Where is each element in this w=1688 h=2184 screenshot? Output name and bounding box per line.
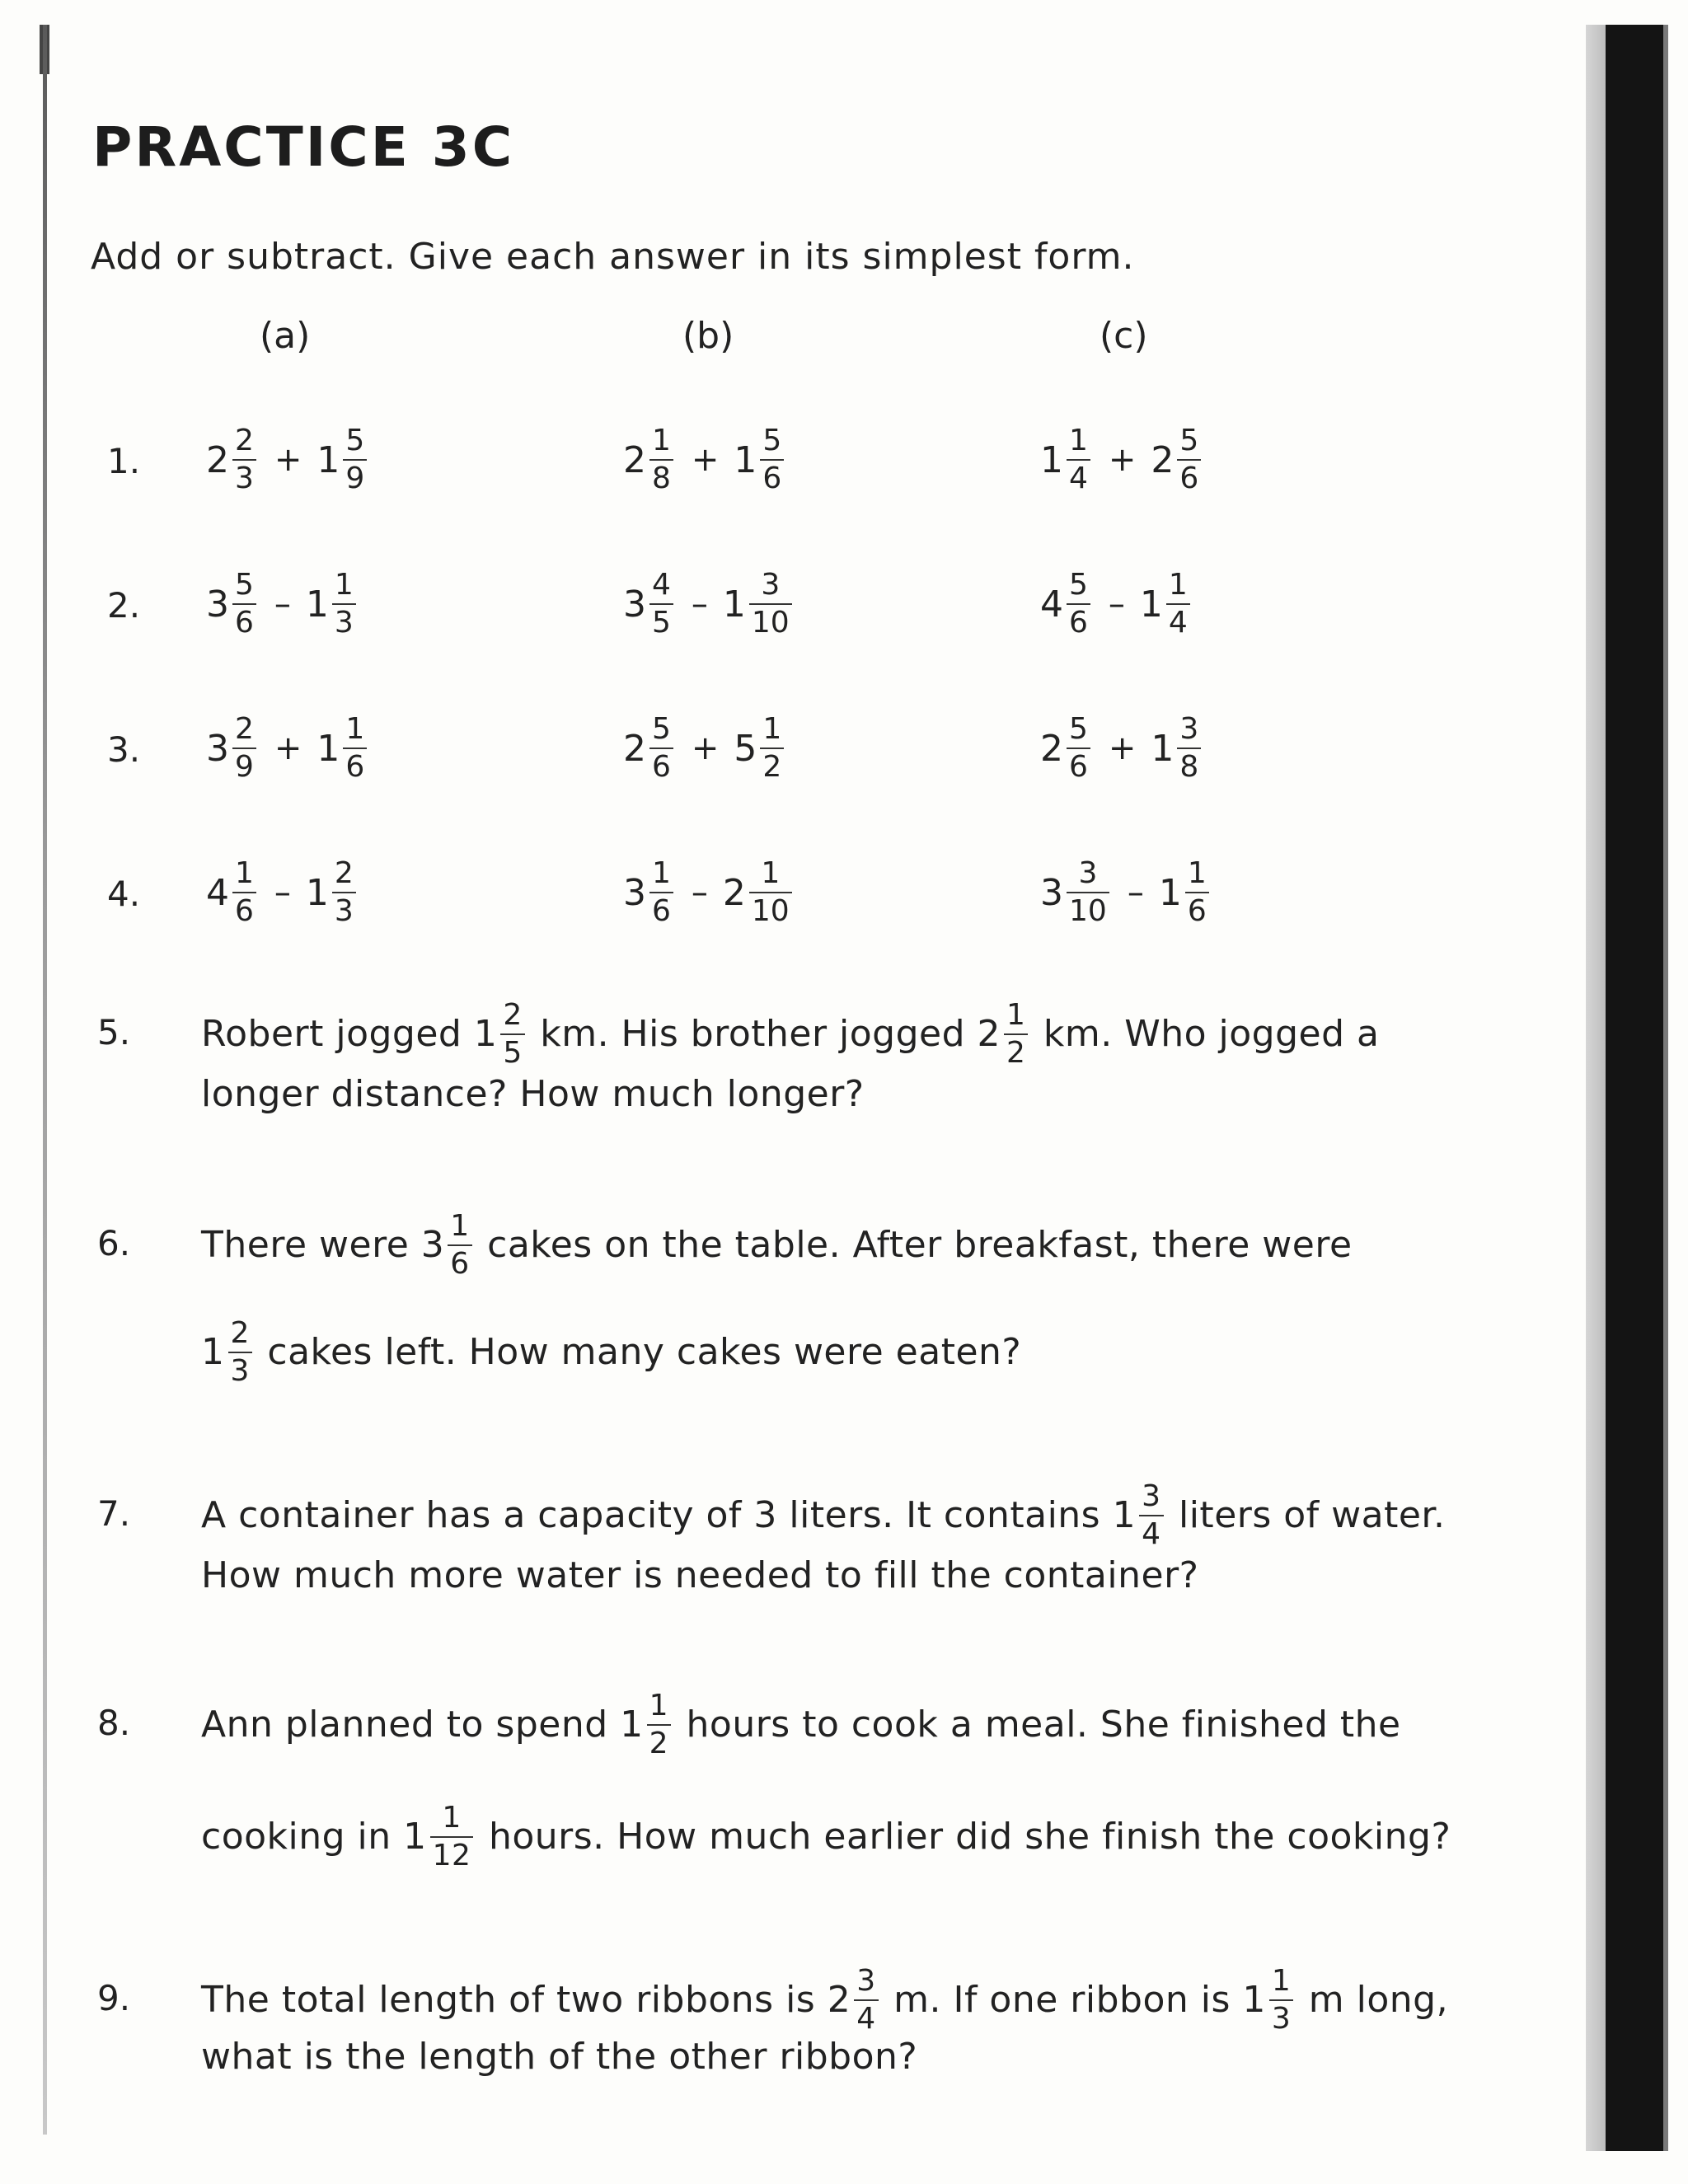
fraction-bar xyxy=(649,603,673,605)
operator: + xyxy=(691,729,720,767)
mixed-number xyxy=(734,713,787,784)
fraction-bar xyxy=(1067,748,1090,749)
text-run: There were xyxy=(201,1224,421,1266)
mixed-number xyxy=(620,1690,674,1760)
text-run: cakes left. How many cakes were eaten? xyxy=(255,1331,1022,1373)
book-spine-shadow xyxy=(1606,25,1663,2151)
exercise-expression xyxy=(206,857,359,928)
denominator: 6 xyxy=(652,894,671,928)
text-run: The total length of two ribbons is xyxy=(201,1979,828,2021)
operator: + xyxy=(1108,441,1137,479)
denominator: 6 xyxy=(652,750,671,784)
problem-text xyxy=(201,1690,1451,1872)
fraction xyxy=(760,424,784,495)
whole-part: 4 xyxy=(1040,583,1063,626)
mixed-number xyxy=(403,1802,476,1872)
problem-line xyxy=(201,1480,1445,1551)
fraction-bar xyxy=(232,892,256,893)
fraction xyxy=(1067,857,1109,928)
whole-part: 1 xyxy=(734,438,757,481)
exercise-expression xyxy=(1040,713,1204,784)
whole-part: 1 xyxy=(1112,1494,1137,1536)
problem-text xyxy=(201,999,1380,1113)
numerator: 3 xyxy=(856,1964,876,1998)
mixed-number xyxy=(206,569,260,640)
denominator: 3 xyxy=(230,1354,250,1388)
text-run: m. If one ribbon is xyxy=(881,1979,1243,2021)
text-run: what is the length of the other ribbon? xyxy=(201,2036,918,2078)
problem-line xyxy=(201,1210,1353,1281)
denominator: 5 xyxy=(652,606,671,640)
numerator: 1 xyxy=(761,856,781,890)
operator: – xyxy=(1108,585,1125,623)
denominator: 6 xyxy=(235,606,254,640)
operator: + xyxy=(274,729,302,767)
fraction-bar xyxy=(1067,892,1109,893)
operator: – xyxy=(274,585,291,623)
fraction-bar xyxy=(228,1352,252,1353)
fraction-bar xyxy=(1067,603,1090,605)
fraction xyxy=(332,569,356,640)
problem-text xyxy=(201,1480,1445,1594)
denominator: 8 xyxy=(1179,750,1199,784)
fraction xyxy=(649,424,673,495)
fraction-bar xyxy=(649,748,673,749)
page-left-edge xyxy=(43,25,47,2135)
operator: – xyxy=(1127,874,1144,912)
operator: + xyxy=(274,441,302,479)
whole-part: 2 xyxy=(827,1979,851,2021)
problem-line xyxy=(201,1317,1353,1388)
mixed-number xyxy=(1151,713,1204,784)
numerator: 3 xyxy=(1179,712,1199,746)
problem-text xyxy=(201,1964,1449,2078)
numerator: 1 xyxy=(652,856,671,890)
numerator: 2 xyxy=(503,998,523,1032)
instructions: Add or subtract. Give each answer in its simplest form. xyxy=(91,236,1135,278)
denominator: 6 xyxy=(1179,462,1199,495)
whole-part: 2 xyxy=(623,727,646,770)
denominator: 8 xyxy=(652,462,671,495)
problem-number: 7. xyxy=(97,1493,131,1534)
mixed-number xyxy=(623,713,677,784)
whole-part: 3 xyxy=(623,583,646,626)
whole-part: 1 xyxy=(316,727,340,770)
mixed-number xyxy=(623,857,677,928)
exercise-number: 2. xyxy=(107,585,141,626)
mixed-number xyxy=(1140,569,1193,640)
fraction xyxy=(854,1965,878,2036)
numerator: 5 xyxy=(235,568,254,602)
mixed-number xyxy=(206,713,260,784)
fraction xyxy=(232,713,256,784)
fraction xyxy=(1004,999,1028,1070)
fraction-bar xyxy=(749,603,792,605)
mixed-number xyxy=(723,857,795,928)
fraction-bar xyxy=(649,459,673,461)
whole-part: 2 xyxy=(206,438,229,481)
operator: – xyxy=(274,874,291,912)
whole-part: 3 xyxy=(420,1224,445,1266)
fraction-bar xyxy=(232,748,256,749)
mixed-number xyxy=(206,857,260,928)
text-run: hours to cook a meal. She finished the xyxy=(674,1704,1401,1746)
numerator: 5 xyxy=(1179,424,1199,457)
mixed-number xyxy=(978,999,1032,1070)
numerator: 3 xyxy=(1078,856,1098,890)
whole-part: 3 xyxy=(1040,871,1063,914)
numerator: 1 xyxy=(450,1209,470,1243)
whole-part: 1 xyxy=(620,1704,644,1746)
problem-line xyxy=(201,2036,1448,2078)
numerator: 1 xyxy=(652,424,671,457)
mixed-number xyxy=(828,1965,882,2036)
denominator: 3 xyxy=(1271,2002,1292,2036)
denominator: 4 xyxy=(856,2002,876,2036)
numerator: 1 xyxy=(1187,856,1207,890)
fraction xyxy=(1185,857,1209,928)
denominator: 9 xyxy=(235,750,254,784)
fraction xyxy=(343,713,367,784)
denominator: 2 xyxy=(1006,1036,1026,1070)
exercise-expression xyxy=(206,569,359,640)
fraction-bar xyxy=(760,459,784,461)
fraction xyxy=(232,424,256,495)
fraction xyxy=(232,857,256,928)
operator: – xyxy=(691,874,708,912)
numerator: 1 xyxy=(1168,568,1188,602)
denominator: 12 xyxy=(432,1839,471,1872)
mixed-number xyxy=(1159,857,1212,928)
column-header-c: (c) xyxy=(1100,315,1148,357)
fraction xyxy=(647,1690,671,1760)
denominator: 6 xyxy=(762,462,782,495)
whole-part: 1 xyxy=(1040,438,1063,481)
mixed-number xyxy=(316,424,370,495)
whole-part: 1 xyxy=(473,1013,498,1055)
numerator: 4 xyxy=(652,568,671,602)
fraction-bar xyxy=(332,892,356,893)
text-run: hours. How much earlier did she finish the cooking? xyxy=(476,1816,1451,1858)
fraction-bar xyxy=(1166,603,1190,605)
whole-part: 3 xyxy=(623,871,646,914)
fraction xyxy=(749,857,792,928)
fraction-bar xyxy=(1004,1033,1028,1035)
fraction-bar xyxy=(854,1999,878,2001)
numerator: 5 xyxy=(652,712,671,746)
numerator: 1 xyxy=(649,1689,669,1722)
whole-part: 1 xyxy=(1139,583,1163,626)
whole-part: 3 xyxy=(206,727,229,770)
denominator: 3 xyxy=(334,894,354,928)
fraction-bar xyxy=(749,892,792,893)
numerator: 2 xyxy=(235,424,254,457)
whole-part: 1 xyxy=(305,871,329,914)
denominator: 10 xyxy=(751,894,790,928)
operator: – xyxy=(691,585,708,623)
fraction xyxy=(1166,569,1190,640)
book-spine-edge xyxy=(1663,25,1668,2151)
whole-part: 1 xyxy=(1151,727,1175,770)
fraction-bar xyxy=(232,459,256,461)
exercise-number: 1. xyxy=(107,441,141,481)
denominator: 2 xyxy=(649,1727,669,1760)
operator: + xyxy=(1108,729,1137,767)
numerator: 5 xyxy=(1069,568,1088,602)
denominator: 3 xyxy=(334,606,354,640)
problem-line xyxy=(201,1965,1448,2036)
column-header-a: (a) xyxy=(260,315,311,357)
fraction-bar xyxy=(343,459,367,461)
fraction xyxy=(1067,424,1090,495)
fraction xyxy=(749,569,792,640)
problem-number: 5. xyxy=(97,1012,131,1052)
denominator: 6 xyxy=(345,750,365,784)
text-run: cakes on the table. After breakfast, there were xyxy=(475,1224,1353,1266)
numerator: 2 xyxy=(334,856,354,890)
fraction xyxy=(1177,424,1201,495)
fraction-bar xyxy=(448,1244,471,1246)
mixed-number xyxy=(723,569,795,640)
whole-part: 3 xyxy=(206,583,229,626)
denominator: 3 xyxy=(235,462,254,495)
denominator: 10 xyxy=(751,606,790,640)
fraction-bar xyxy=(500,1033,524,1035)
numerator: 1 xyxy=(1271,1964,1292,1998)
problem-line xyxy=(201,1690,1451,1760)
fraction xyxy=(649,713,673,784)
fraction-bar xyxy=(647,1724,671,1726)
exercise-expression xyxy=(623,713,787,784)
fraction-bar xyxy=(760,748,784,749)
problem-number: 9. xyxy=(97,1978,131,2018)
numerator: 1 xyxy=(334,568,354,602)
mixed-number xyxy=(623,424,677,495)
fraction xyxy=(343,424,367,495)
mixed-number xyxy=(1242,1965,1296,2036)
exercise-expression xyxy=(623,424,787,495)
fraction xyxy=(1177,713,1201,784)
exercise-expression xyxy=(1040,857,1212,928)
fraction-bar xyxy=(1269,1999,1293,2001)
mixed-number xyxy=(1040,569,1094,640)
text-run: km. His brother jogged xyxy=(528,1013,978,1055)
numerator: 2 xyxy=(235,712,254,746)
denominator: 9 xyxy=(345,462,365,495)
problem-line xyxy=(201,1554,1445,1596)
fraction xyxy=(1139,1480,1163,1551)
denominator: 4 xyxy=(1142,1517,1161,1551)
whole-part: 1 xyxy=(1158,871,1182,914)
whole-part: 1 xyxy=(722,583,746,626)
fraction-bar xyxy=(332,603,356,605)
text-run: Ann planned to spend xyxy=(201,1704,621,1746)
exercise-expression xyxy=(1040,424,1204,495)
fraction-bar xyxy=(343,748,367,749)
whole-part: 2 xyxy=(977,1013,1001,1055)
numerator: 2 xyxy=(230,1316,250,1350)
problem-number: 8. xyxy=(97,1703,131,1743)
fraction xyxy=(500,999,524,1070)
denominator: 4 xyxy=(1069,462,1088,495)
whole-part: 5 xyxy=(734,727,757,770)
fraction xyxy=(448,1210,471,1281)
exercise-expression xyxy=(206,713,370,784)
mixed-number xyxy=(1113,1480,1167,1551)
fraction-bar xyxy=(1185,892,1209,893)
text-run: Robert jogged xyxy=(201,1013,474,1055)
text-run: longer distance? How much longer? xyxy=(201,1073,865,1115)
mixed-number xyxy=(1040,857,1113,928)
column-header-b: (b) xyxy=(682,315,734,357)
exercise-expression xyxy=(1040,569,1193,640)
text-run: liters of water. xyxy=(1166,1494,1446,1536)
fraction-bar xyxy=(1177,748,1201,749)
mixed-number xyxy=(306,857,359,928)
mixed-number xyxy=(201,1317,256,1388)
denominator: 6 xyxy=(1187,894,1207,928)
whole-part: 1 xyxy=(305,583,329,626)
text-run: km. Who jogged a xyxy=(1031,1013,1380,1055)
mixed-number xyxy=(316,713,370,784)
fraction-bar xyxy=(232,603,256,605)
fraction-bar xyxy=(430,1836,474,1838)
numerator: 1 xyxy=(762,712,782,746)
fraction xyxy=(332,857,356,928)
fraction-bar xyxy=(1177,459,1201,461)
numerator: 1 xyxy=(345,712,365,746)
whole-part: 4 xyxy=(206,871,229,914)
problem-number: 6. xyxy=(97,1223,131,1263)
mixed-number xyxy=(623,569,677,640)
problem-line xyxy=(201,1802,1451,1872)
fraction xyxy=(228,1317,252,1388)
fraction xyxy=(649,857,673,928)
whole-part: 1 xyxy=(403,1816,427,1858)
problem-line xyxy=(201,1073,1380,1115)
page-title: PRACTICE 3C xyxy=(92,115,515,179)
whole-part: 1 xyxy=(201,1331,225,1373)
mixed-number xyxy=(306,569,359,640)
fraction-bar xyxy=(649,892,673,893)
exercise-number: 4. xyxy=(107,874,141,914)
fraction xyxy=(430,1802,474,1872)
denominator: 4 xyxy=(1168,606,1188,640)
numerator: 1 xyxy=(235,856,254,890)
text-run: How much more water is needed to fill the container? xyxy=(201,1554,1199,1596)
fraction xyxy=(1269,1965,1293,2036)
text-run: m long, xyxy=(1296,1979,1449,2021)
exercise-expression xyxy=(623,857,795,928)
fraction xyxy=(1067,713,1090,784)
numerator: 3 xyxy=(1142,1479,1161,1513)
text-run: cooking in xyxy=(201,1816,404,1858)
text-run: A container has a capacity of 3 liters. It contains xyxy=(201,1494,1113,1536)
denominator: 6 xyxy=(235,894,254,928)
mixed-number xyxy=(206,424,260,495)
fraction xyxy=(649,569,673,640)
denominator: 6 xyxy=(1069,606,1088,640)
whole-part: 2 xyxy=(1151,438,1175,481)
whole-part: 2 xyxy=(623,438,646,481)
whole-part: 2 xyxy=(1040,727,1063,770)
mixed-number xyxy=(1040,424,1094,495)
operator: + xyxy=(691,441,720,479)
exercise-number: 3. xyxy=(107,729,141,770)
numerator: 3 xyxy=(761,568,781,602)
mixed-number xyxy=(1151,424,1204,495)
denominator: 6 xyxy=(1069,750,1088,784)
numerator: 1 xyxy=(1069,424,1088,457)
mixed-number xyxy=(734,424,787,495)
numerator: 5 xyxy=(762,424,782,457)
numerator: 5 xyxy=(1069,712,1088,746)
problem-text xyxy=(201,1210,1353,1388)
problem-line xyxy=(201,999,1380,1070)
mixed-number xyxy=(474,999,528,1070)
fraction-bar xyxy=(1139,1515,1163,1516)
denominator: 6 xyxy=(450,1247,470,1281)
denominator: 2 xyxy=(762,750,782,784)
fraction-bar xyxy=(1067,459,1090,461)
whole-part: 1 xyxy=(1242,1979,1266,2021)
numerator: 1 xyxy=(1006,998,1026,1032)
denominator: 10 xyxy=(1069,894,1107,928)
whole-part: 1 xyxy=(316,438,340,481)
exercise-expression xyxy=(623,569,795,640)
mixed-number xyxy=(1040,713,1094,784)
fraction xyxy=(760,713,784,784)
fraction xyxy=(1067,569,1090,640)
numerator: 1 xyxy=(442,1801,462,1835)
book-gutter-shadow xyxy=(1586,25,1606,2151)
whole-part: 2 xyxy=(722,871,746,914)
exercise-expression xyxy=(206,424,370,495)
mixed-number xyxy=(421,1210,476,1281)
denominator: 5 xyxy=(503,1036,523,1070)
fraction xyxy=(232,569,256,640)
numerator: 5 xyxy=(345,424,365,457)
